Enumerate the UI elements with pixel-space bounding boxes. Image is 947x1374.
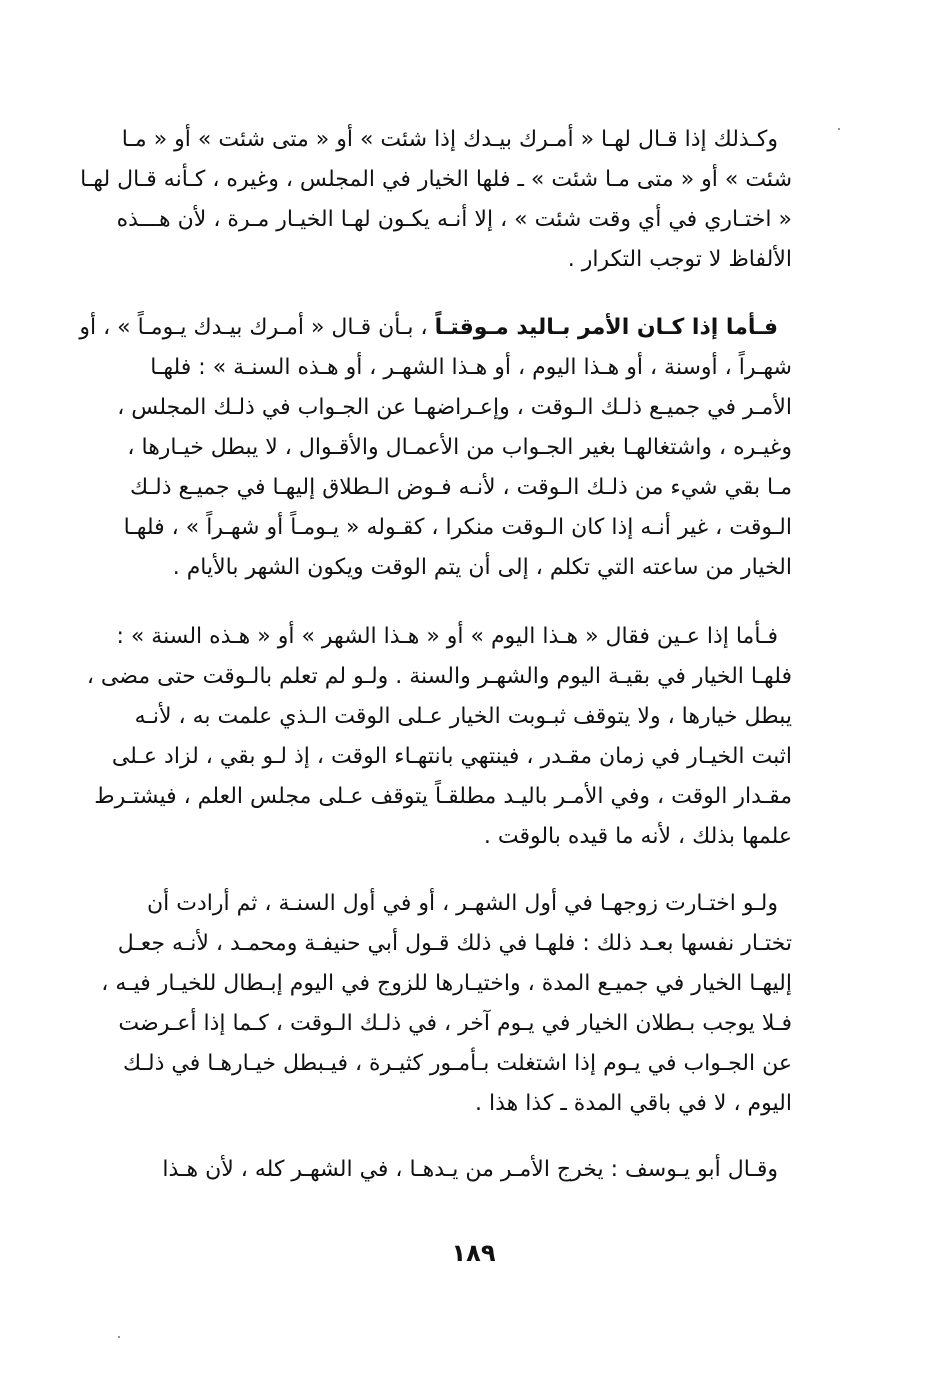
text-line: علمها بذلك ، لأنه ما قيده بالوقت . (483, 824, 792, 849)
bold-lead-text: فـأما إذا كـان الأمر بـاليد مـوقتـاً (434, 315, 778, 340)
text-line: وكـذلك إذا قـال لهـا « أمـرك بيـدك إذا شئت » أو « متى شئت » أو « مـا (121, 127, 778, 152)
text-line: فـأما إذا عـين فقال « هـذا اليوم » أو « هـذا الشهر » أو « هـذه السنة » : (116, 624, 778, 649)
page-number: ١٨٩ (451, 1239, 496, 1267)
text-line: شئت » أو « متى مـا شئت » ـ فلها الخيار في المجلس ، وغيره ، كـأنه قـال لهـا (80, 167, 792, 192)
paragraph-5 (160, 1150, 792, 1190)
scan-speck (118, 1336, 120, 1338)
text-line (79, 308, 792, 348)
text-line: « اختـاري في أي وقت شئت » ، إلا أنـه يكـون لهـا الخيـار مـرة ، لأن هـــذه (116, 207, 792, 232)
text-line: الـوقت ، غير أنـه إذا كان الـوقت منكرا ، كقـوله « يـومـاً أو شهـراً » ، فلهـا (123, 515, 792, 540)
scan-speck (838, 128, 840, 130)
text-line: يبطل خيارها ، ولا يتوقف ثبـوبت الخيار عـلى الوقت الـذي علمت به ، لأنـه (134, 704, 792, 729)
lead-rest-text: ، بـأن قـال « أمـرك بيـدك يـومـاً » ، أو (79, 315, 435, 340)
text-line: الألفاظ لا توجب التكرار . (567, 247, 792, 272)
paragraph-2 (79, 308, 792, 588)
text-line: ولـو اختـارت زوجهـا في أول الشهـر ، أو في أول السنـة ، ثم أرادت أن (147, 891, 778, 916)
text-line: فلهـا الخيار في بقيـة اليوم والشهـر والسنة . ولـو لم تعلم بالـوقت حتى مضى ، (86, 664, 792, 689)
text-line: مقـدار الوقت ، وفي الأمـر باليـد مطلقـاً يتوقف عـلى مجلس العلم ، فيشتـرط (94, 784, 792, 809)
paragraph-4 (101, 884, 792, 1124)
text-line: وقـال أبو يـوسف : يخرج الأمـر من يـدهـا ، في الشهـر كله ، لأن هـذا (162, 1157, 778, 1182)
text-line: فـلا يوجب بـطلان الخيار في يـوم آخر ، في ذلـك الـوقت ، كـما إذا أعـرضت (118, 1011, 792, 1036)
text-line: إليهـا الخيار في جميـع المدة ، واختيـارها للزوج في اليوم إبـطال للخيـار فيـه ، (101, 971, 792, 996)
paragraph-1 (80, 120, 792, 280)
text-line: شهـراً ، أوسنة ، أو هـذا اليوم ، أو هـذا الشهـر ، أو هـذه السنـة » : فلهـا (150, 355, 792, 380)
text-line: مـا بقي شيء من ذلـك الـوقت ، لأنـه فـوض الـطلاق إليهـا في جميـع ذلـك (130, 475, 792, 500)
text-line: الخيار من ساعته التي تكلم ، إلى أن يتم الوقت ويكون الشهر بالأيام . (172, 555, 792, 580)
paragraph-3 (86, 617, 792, 857)
text-line: الأمـر في جميـع ذلـك الـوقت ، وإعـراضهـا عن الجـواب في ذلـك المجلس ، (117, 395, 792, 420)
text-line: عن الجـواب في يـوم إذا اشتغلت بـأمـور كثيـرة ، فيـبطل خيـارهـا في ذلـك (122, 1051, 792, 1076)
text-line: وغيـره ، واشتغالهـا بغير الجـواب من الأعمـال والأقـوال ، لا يبطل خيـارها ، (127, 435, 792, 460)
text-line: اثبت الخيـار في زمان مقـدر ، فينتهي بانتهـاء الوقت ، إذ لـو بقي ، لزاد عـلى (111, 744, 792, 769)
text-line: تختـار نفسها بعـد ذلك : فلهـا في ذلك قـول أبي حنيفـة ومحمـد ، لأنـه جعـل (117, 931, 792, 956)
text-line: اليوم ، لا في باقي المدة ـ كذا هذا . (474, 1091, 792, 1116)
